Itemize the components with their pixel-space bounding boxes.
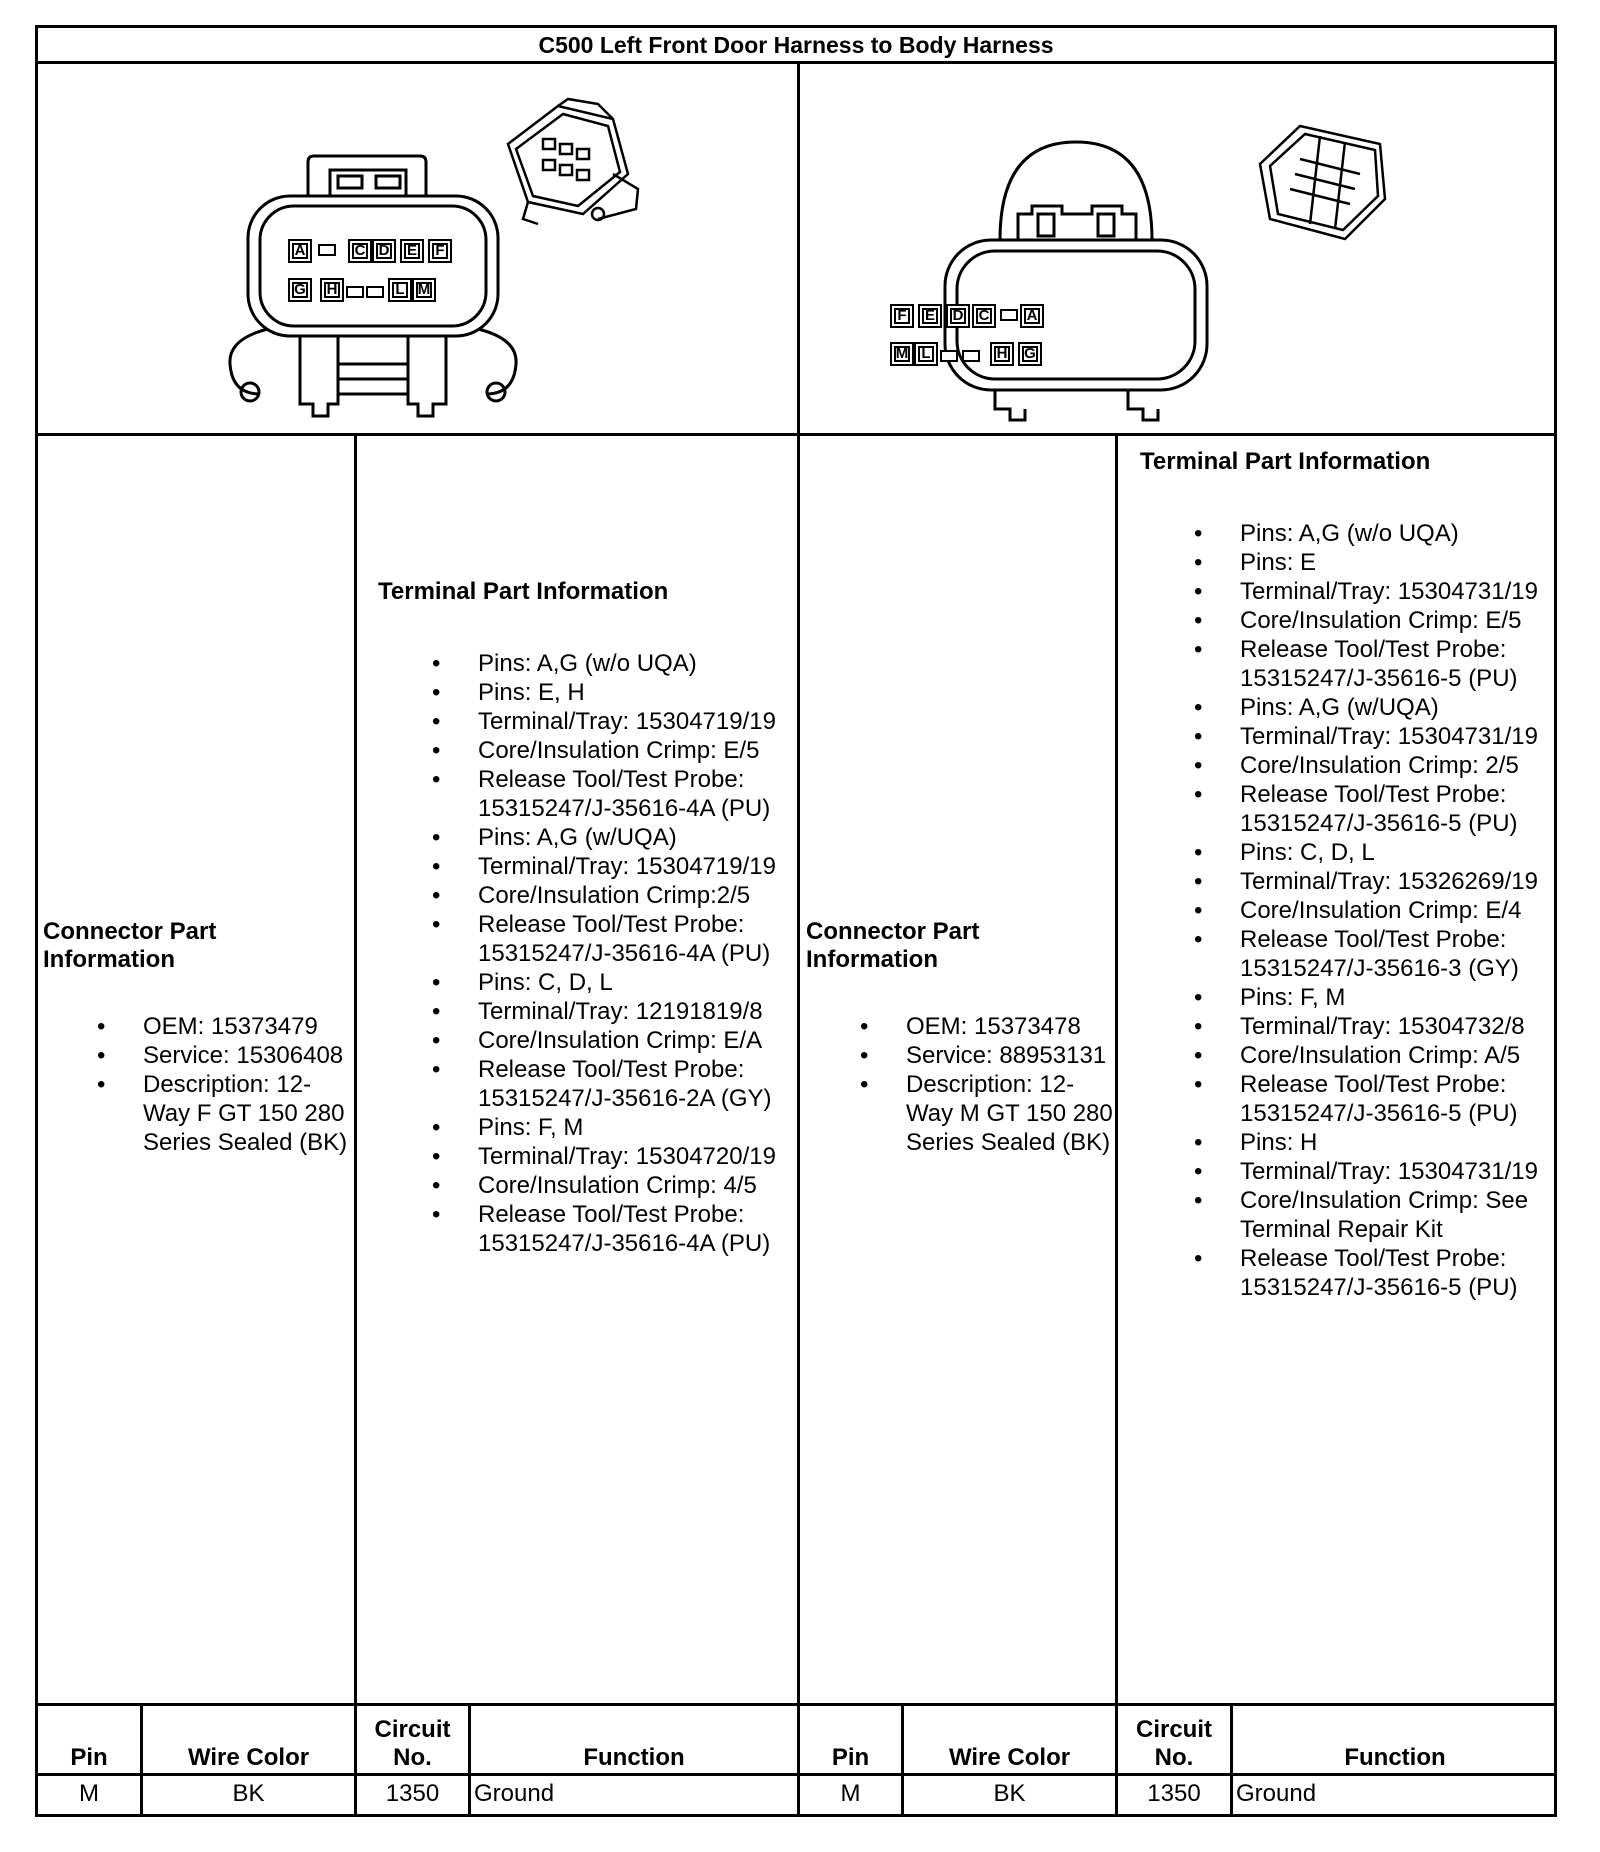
list-item: • Terminal/Tray: 12191819/8 xyxy=(378,997,798,1026)
list-item: • Pins: H xyxy=(1140,1128,1560,1157)
right-terminal-info xyxy=(1140,448,1560,1302)
pin-header: Pin xyxy=(70,1744,108,1771)
list-item: • Release Tool/Test Probe: 15315247/J-35616-5 (PU) xyxy=(1140,780,1560,838)
connector-info-heading: Connector Part Information xyxy=(43,918,217,973)
female-pin-grid xyxy=(38,64,797,433)
terminal-info-heading: Terminal Part Information xyxy=(378,578,669,605)
list-item: • Pins: C, D, L xyxy=(1140,838,1560,867)
list-item: • Service: 88953131 xyxy=(806,1041,1116,1070)
list-item: • Pins: C, D, L xyxy=(378,968,798,997)
circuit-header xyxy=(357,1716,468,1772)
list-item: • Description: 12-Way M GT 150 280 Series Sealed (BK) xyxy=(806,1070,1116,1157)
empty-cavity xyxy=(962,350,980,362)
terminal-group xyxy=(378,823,798,968)
pin-label: G xyxy=(1018,342,1042,366)
list-item: • Core/Insulation Crimp: 4/5 xyxy=(378,1171,798,1200)
right-connector-info xyxy=(806,918,1116,1157)
list-item: • Terminal/Tray: 15304731/19 xyxy=(1140,577,1560,606)
circuit-header-line1: Circuit xyxy=(1135,1716,1212,1743)
pin-label: H xyxy=(320,278,344,302)
list-item: • OEM: 15373478 xyxy=(806,1012,1116,1041)
circuit-cell: 1350 xyxy=(385,1780,440,1807)
terminal-group xyxy=(378,1113,798,1258)
function-cell: Ground xyxy=(474,1780,555,1807)
list-item: • Core/Insulation Crimp: E/5 xyxy=(378,736,798,765)
pin-label: E xyxy=(918,304,942,328)
pin-header: Pin xyxy=(831,1744,870,1771)
list-item: • Pins: A,G (w/UQA) xyxy=(1140,693,1560,722)
terminal-group xyxy=(1140,519,1560,693)
list-item: • Release Tool/Test Probe: 15315247/J-35616-4A (PU) xyxy=(378,910,798,968)
list-item: • Core/Insulation Crimp: E/A xyxy=(378,1026,798,1055)
empty-cavity xyxy=(1000,309,1018,321)
list-item: • Core/Insulation Crimp: E/5 xyxy=(1140,606,1560,635)
connector-info-list xyxy=(806,1012,1116,1157)
function-cell: Ground xyxy=(1236,1780,1317,1807)
circuit-header-line2: No. xyxy=(393,1744,432,1771)
list-item: • Terminal/Tray: 15326269/19 xyxy=(1140,867,1560,896)
list-item: • Pins: E, H xyxy=(378,678,798,707)
empty-cavity xyxy=(318,244,336,256)
list-item: • Release Tool/Test Probe: 15315247/J-35616-5 (PU) xyxy=(1140,1070,1560,1128)
list-item: • Pins: A,G (w/UQA) xyxy=(378,823,798,852)
pin-label: A xyxy=(288,239,312,263)
pin-label: H xyxy=(990,342,1014,366)
terminal-group xyxy=(1140,983,1560,1128)
list-item: • Service: 15306408 xyxy=(43,1041,353,1070)
list-item: • Terminal/Tray: 15304732/8 xyxy=(1140,1012,1560,1041)
empty-cavity xyxy=(366,286,384,298)
terminal-group xyxy=(378,968,798,1113)
connector-sheet xyxy=(35,25,1557,1817)
pin-label: F xyxy=(890,304,914,328)
terminal-group xyxy=(1140,1128,1560,1302)
divider xyxy=(38,1703,1554,1706)
circuit-header xyxy=(1118,1716,1230,1772)
list-item: • Release Tool/Test Probe: 15315247/J-35616-4A (PU) xyxy=(378,765,798,823)
list-item: • Release Tool/Test Probe: 15315247/J-35616-5 (PU) xyxy=(1140,1244,1560,1302)
connector-info-list xyxy=(43,1012,353,1157)
pin-label: G xyxy=(288,278,312,302)
terminal-info-groups xyxy=(1140,519,1560,1302)
page-title: C500 Left Front Door Harness to Body Harness xyxy=(538,32,1054,58)
terminal-info-heading: Terminal Part Information xyxy=(1140,448,1431,475)
list-item: • Release Tool/Test Probe: 15315247/J-35616-2A (GY) xyxy=(378,1055,798,1113)
pin-label: A xyxy=(1020,304,1044,328)
divider xyxy=(354,436,357,1817)
list-item: • Terminal/Tray: 15304731/19 xyxy=(1140,722,1560,751)
left-terminal-info xyxy=(378,578,798,1258)
pin-label: F xyxy=(428,239,452,263)
pin-label: D xyxy=(372,239,396,263)
empty-cavity xyxy=(940,350,958,362)
circuit-header-line2: No. xyxy=(1154,1744,1194,1771)
list-item: • Terminal/Tray: 15304731/19 xyxy=(1140,1157,1560,1186)
list-item: • Core/Insulation Crimp: E/4 xyxy=(1140,896,1560,925)
left-connector-info xyxy=(43,918,353,1157)
list-item: • Core/Insulation Crimp: 2/5 xyxy=(1140,751,1560,780)
pin-label: M xyxy=(890,342,914,366)
male-pin-grid xyxy=(800,64,1557,433)
terminal-group xyxy=(378,649,798,823)
wire-color-cell: BK xyxy=(232,1780,265,1807)
terminal-group xyxy=(1140,693,1560,838)
wire-color-header: Wire Color xyxy=(187,1744,310,1771)
pin-label: C xyxy=(348,239,372,263)
list-item: • Pins: E xyxy=(1140,548,1560,577)
function-header: Function xyxy=(583,1744,685,1771)
terminal-group xyxy=(1140,838,1560,983)
list-item: • Pins: F, M xyxy=(1140,983,1560,1012)
pin-label: L xyxy=(388,278,412,302)
empty-cavity xyxy=(346,286,364,298)
list-item: • Core/Insulation Crimp: See Terminal Repair Kit xyxy=(1140,1186,1560,1244)
list-item: • Terminal/Tray: 15304719/19 xyxy=(378,852,798,881)
pin-cell: M xyxy=(840,1780,861,1807)
pin-label: D xyxy=(946,304,970,328)
list-item: • Release Tool/Test Probe: 15315247/J-35616-5 (PU) xyxy=(1140,635,1560,693)
wire-color-cell: BK xyxy=(993,1780,1026,1807)
list-item: • Terminal/Tray: 15304720/19 xyxy=(378,1142,798,1171)
terminal-info-groups xyxy=(378,649,798,1258)
list-item: • Release Tool/Test Probe: 15315247/J-35616-3 (GY) xyxy=(1140,925,1560,983)
circuit-cell: 1350 xyxy=(1147,1780,1201,1807)
list-item: • Terminal/Tray: 15304719/19 xyxy=(378,707,798,736)
list-item: • Pins: F, M xyxy=(378,1113,798,1142)
pin-cell: M xyxy=(79,1780,99,1807)
circuit-header-line1: Circuit xyxy=(374,1716,451,1743)
list-item: • Description: 12-Way F GT 150 280 Series Sealed (BK) xyxy=(43,1070,353,1157)
pin-label: C xyxy=(972,304,996,328)
list-item: • Pins: A,G (w/o UQA) xyxy=(378,649,798,678)
list-item: • OEM: 15373479 xyxy=(43,1012,353,1041)
list-item: • Pins: A,G (w/o UQA) xyxy=(1140,519,1560,548)
pin-label: L xyxy=(914,342,938,366)
divider xyxy=(38,433,1554,436)
connector-info-heading: Connector Part Information xyxy=(806,918,980,973)
wire-color-header: Wire Color xyxy=(948,1744,1071,1771)
pin-label: E xyxy=(400,239,424,263)
list-item: • Core/Insulation Crimp:2/5 xyxy=(378,881,798,910)
list-item: • Release Tool/Test Probe: 15315247/J-35616-4A (PU) xyxy=(378,1200,798,1258)
list-item: • Core/Insulation Crimp: A/5 xyxy=(1140,1041,1560,1070)
function-header: Function xyxy=(1344,1744,1446,1771)
pin-label: M xyxy=(412,278,436,302)
